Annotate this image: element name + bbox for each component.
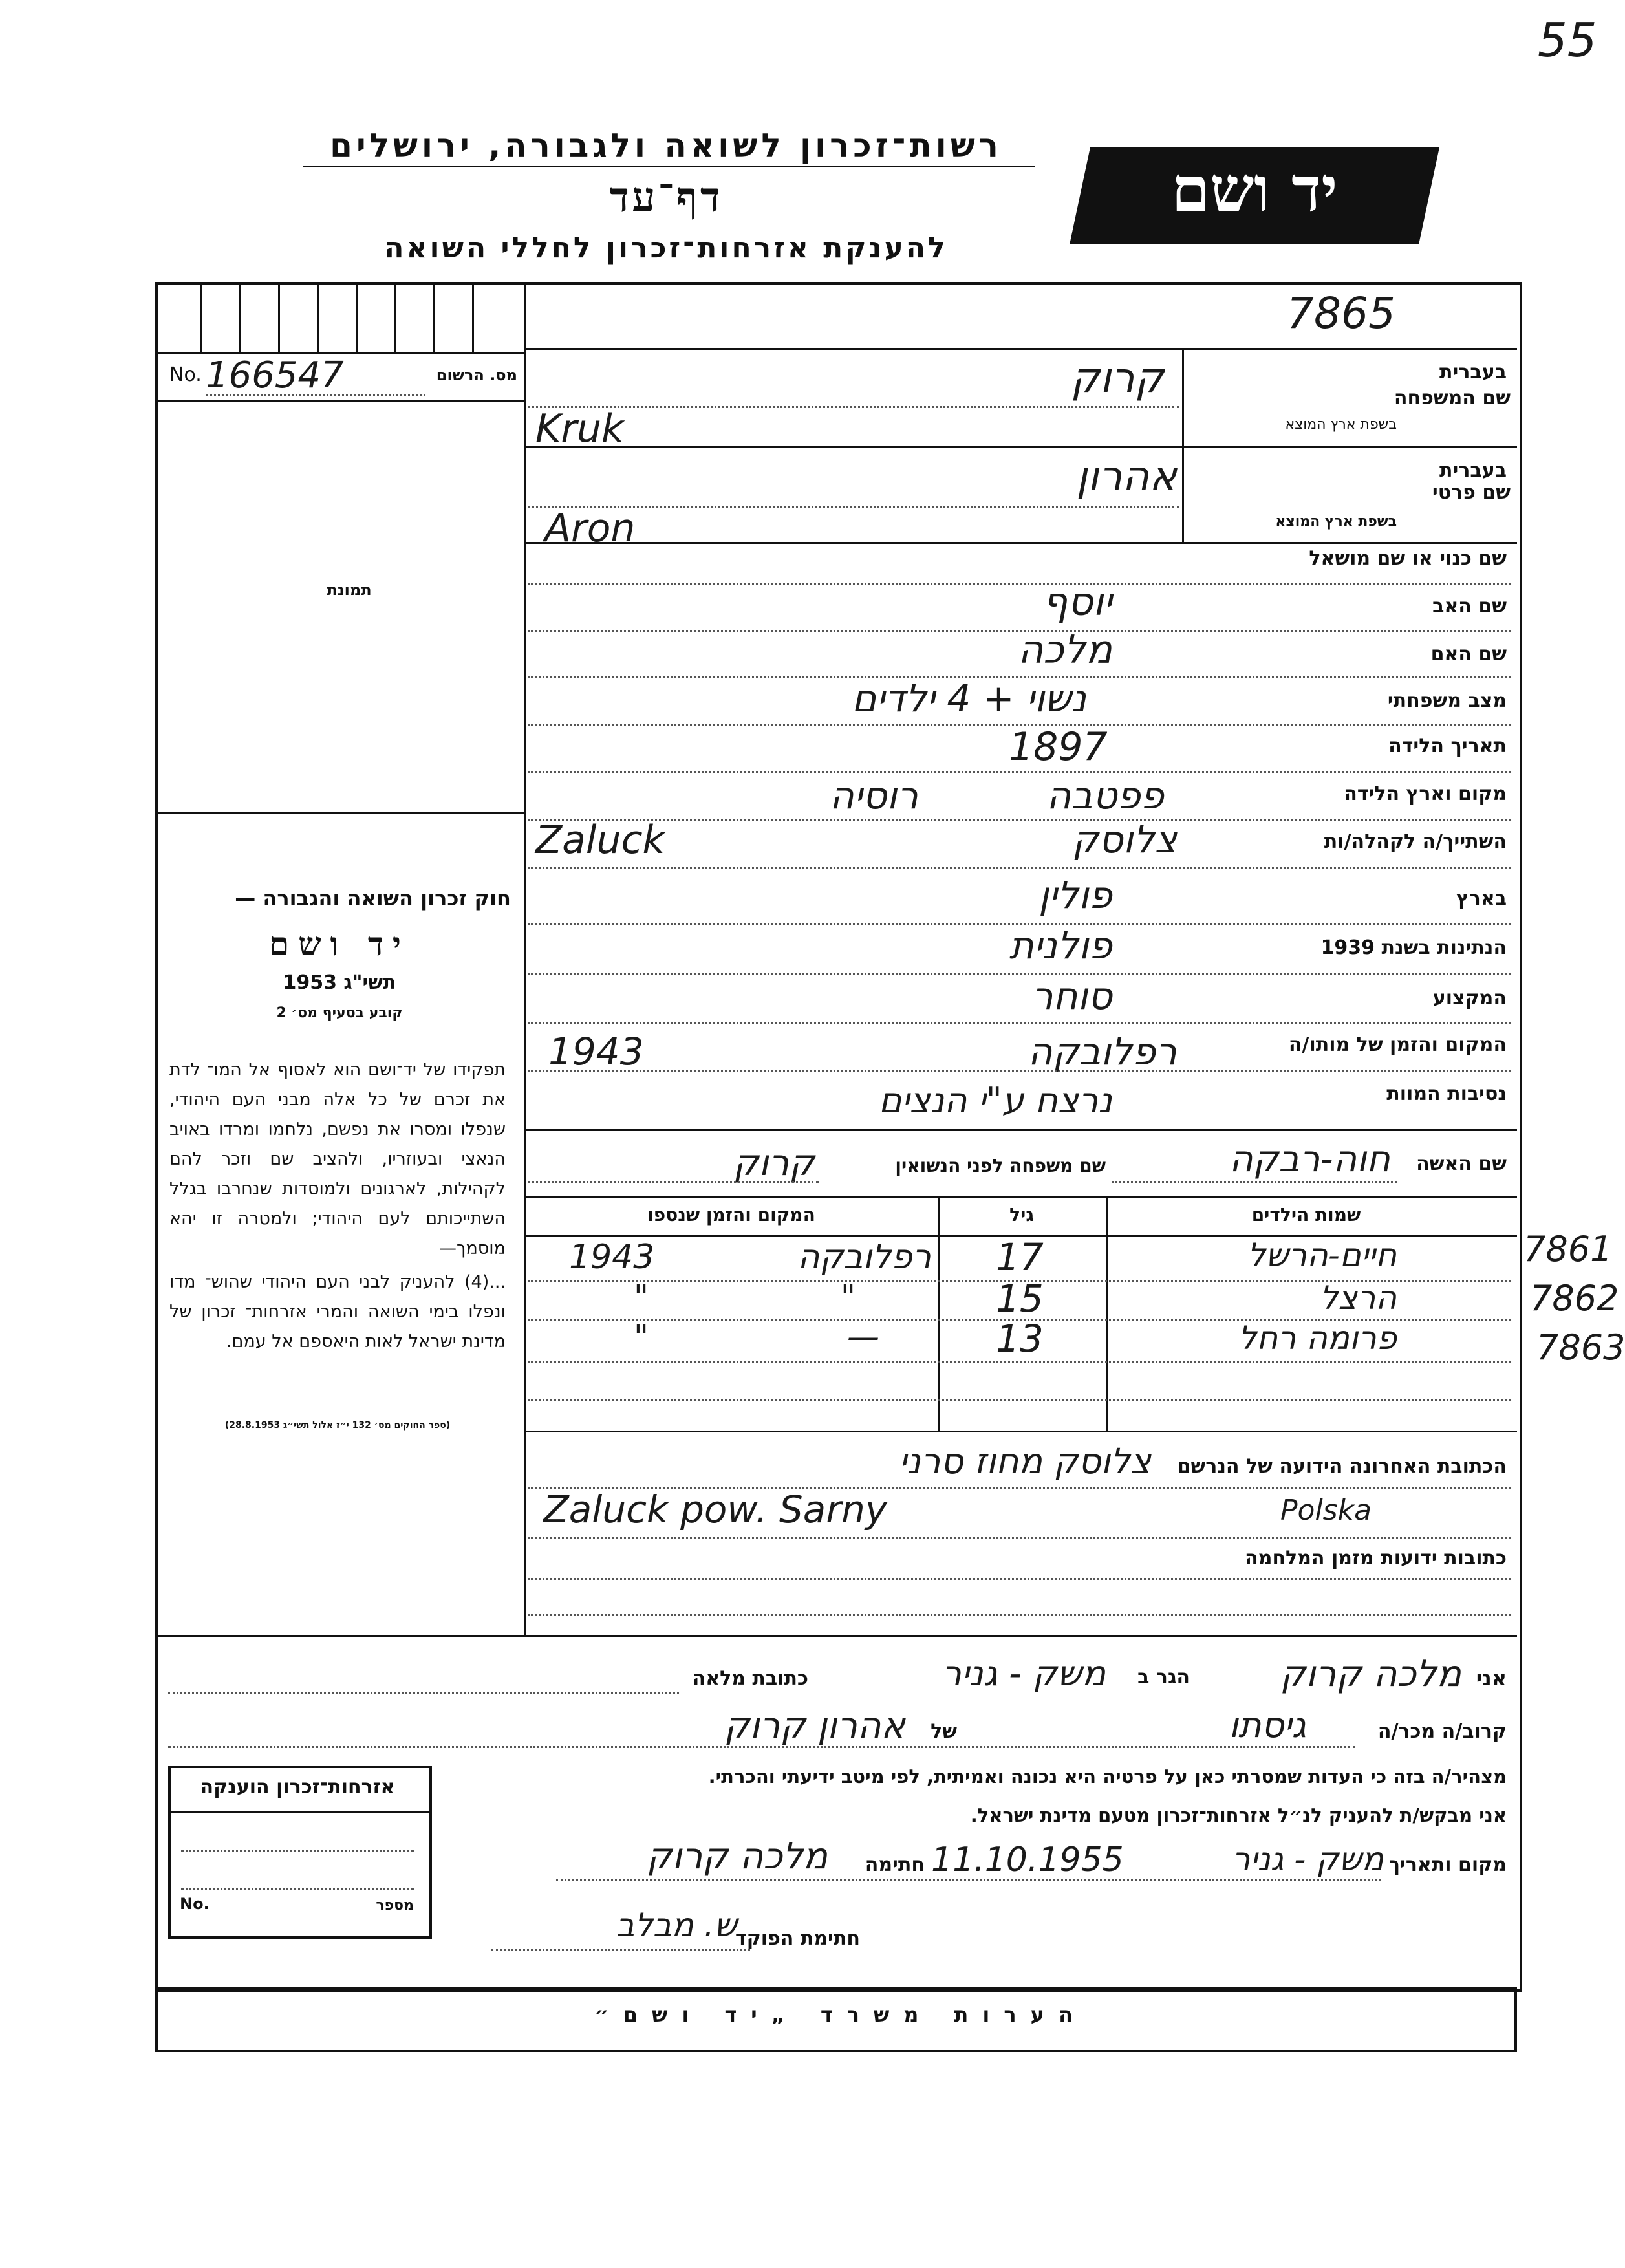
law-year: תשי"ג 1953 xyxy=(283,971,396,994)
declarant-name: מלכה קרוק xyxy=(1280,1653,1461,1695)
label-signature: חתימה xyxy=(865,1853,925,1876)
form-subtitle: להענקת אזרחות־זכרון לחללי השואה xyxy=(384,232,948,265)
marital-status: נשוי + 4 ילדים xyxy=(852,676,1086,720)
child-3-year: " xyxy=(634,1318,649,1355)
child-3-place: — xyxy=(847,1318,879,1355)
signature-value: מלכה קרוק xyxy=(646,1835,828,1877)
law-heading: חוק זכרון השואה והגבורה — xyxy=(235,886,511,911)
law-clause: קובע בסעיף מס׳ 2 xyxy=(276,1005,403,1021)
label-resides: הגר ב xyxy=(1137,1666,1190,1689)
logo-text: יד ושם xyxy=(1171,153,1338,226)
declarant-city: משק - גניר xyxy=(942,1653,1106,1694)
label-father: שם האב xyxy=(1432,595,1507,618)
profession: סוחר xyxy=(1031,974,1112,1018)
children-header-age: גיל xyxy=(1009,1204,1034,1226)
photo-label: תמונת xyxy=(327,581,372,599)
birth-date: 1897 xyxy=(1009,724,1108,770)
child-3-ref: 7863 xyxy=(1536,1327,1625,1368)
label-death-place-time: המקום והזמן של מותו/ה xyxy=(1288,1033,1507,1056)
law-name: יד ושם xyxy=(269,925,410,963)
label-profession: המקצוע xyxy=(1432,987,1507,1010)
label-community: השתייך/ה לקהלה/ות xyxy=(1324,830,1507,853)
child-2-age: 15 xyxy=(996,1277,1044,1321)
children-header-names: שמות הילדים xyxy=(1251,1204,1361,1226)
relation: גיסתו xyxy=(1229,1705,1306,1745)
last-address-hebrew: צלוסק מחוז סרני xyxy=(899,1441,1151,1482)
label-place-date: מקום ותאריך xyxy=(1388,1853,1507,1876)
child-2-place: " xyxy=(841,1278,856,1315)
label-maiden-name: שם משפחה לפני הנשואין xyxy=(895,1155,1106,1176)
child-1-age: 17 xyxy=(996,1235,1044,1279)
child-1-ref: 7861 xyxy=(1523,1229,1613,1269)
label-death-circumstances: נסיבות המוות xyxy=(1386,1083,1507,1105)
page-number: 55 xyxy=(1538,13,1597,67)
label-in-hebrew-2: בעברית xyxy=(1439,459,1507,482)
reg-label: מס. הרשום xyxy=(436,366,517,384)
label-birth-date: תאריך הלידה xyxy=(1388,735,1507,757)
child-2-year: " xyxy=(634,1278,649,1315)
child-1-name: חיים-הרשל xyxy=(1247,1237,1397,1274)
registration-number: 166547 xyxy=(206,354,344,396)
law-reference: (ספר החוקים מס׳ 132 י״ז אלול תשי״ג 28.8.1953) xyxy=(224,1420,451,1431)
label-nickname: שם כנוי או שם מושאל xyxy=(1309,547,1507,570)
declaration-statement-1: מצהיר/ה בזה כי העדות שמסרתי כאן על פרטיה היא נכונה ואמיתית, לפי מיטב ידיעתי והכרתי. xyxy=(708,1766,1507,1787)
label-country: בארץ xyxy=(1456,887,1507,910)
child-3-age: 13 xyxy=(996,1317,1044,1361)
label-birth-place: מקום וארץ הלידה xyxy=(1344,783,1507,805)
wife-maiden-name: קרוק xyxy=(733,1142,815,1184)
label-officer-signature: חתימת הפוקד xyxy=(735,1927,860,1950)
office-remarks: הערות משרד „יד ושם״ xyxy=(594,2002,1087,2027)
mother-name: מלכה xyxy=(1018,627,1112,673)
label-mother: שם האם xyxy=(1430,643,1507,665)
family-name-origin: Kruk xyxy=(535,406,624,451)
label-relative: קרוב/ה מכר/ה xyxy=(1377,1720,1507,1743)
child-2-ref: 7862 xyxy=(1530,1278,1619,1319)
children-header-place-time: המקום והזמן שנספו xyxy=(647,1204,815,1226)
label-origin-lang-2: בשפת ארץ המוצא xyxy=(1275,513,1397,530)
label-citizenship: הנתינות בשנת 1939 xyxy=(1320,936,1507,959)
child-1-year: 1943 xyxy=(569,1238,655,1277)
child-2-name: הרצל xyxy=(1320,1279,1397,1317)
first-name-origin: Aron xyxy=(544,506,636,551)
wife-name: חוה-רבקה xyxy=(1229,1138,1390,1180)
child-1-place: רפלובקה xyxy=(797,1238,931,1277)
death-year: 1943 xyxy=(548,1030,644,1074)
granted-no-label: No. xyxy=(180,1895,210,1913)
country: פולין xyxy=(1038,873,1112,917)
father-name: יוסף xyxy=(1042,579,1112,625)
law-paragraph-1: תפקידו של יד־ושם הוא לאסוף אל המו־ לדת את זכרם של כל אלה מבני העם היהודי, שנפלו ומסרו את נפשם, נלחמו ומרדו באויב הנאצי ובעוזריו, ולהציב שם וזכר להם לקהילות, לארגונים ולמוסדות שנחרבו בגלל השתייכותם לעם היהודי; ולמטרה זו יהא מוסמך— xyxy=(169,1060,506,1258)
file-number: 7865 xyxy=(1287,288,1395,338)
last-address-origin: Zaluck pow. Sarny xyxy=(543,1487,888,1531)
birth-place: רוסיה xyxy=(829,773,918,817)
death-place: רפלובקה xyxy=(1028,1030,1177,1074)
label-in-hebrew-1: בעברית xyxy=(1439,361,1507,383)
label-of: של xyxy=(931,1720,957,1743)
date-value: 11.10.1955 xyxy=(931,1841,1124,1879)
declaration-statement-2: אני מבקש/ת להעניק לנ״ל אזרחות־זכרון מטעם מדינת ישראל. xyxy=(970,1804,1507,1826)
label-first-name: שם פרטי xyxy=(1432,481,1511,504)
label-family-name: שם המשפחה xyxy=(1394,387,1511,409)
granted-number-label: מספר xyxy=(376,1897,414,1914)
label-wife: שם האשה xyxy=(1416,1152,1507,1175)
label-war-addresses: כתובות ידועות מזמן המלחמה xyxy=(1245,1547,1507,1570)
family-name-hebrew: קרוק xyxy=(1070,354,1164,402)
death-circumstances: נרצח ע"י הנצים xyxy=(878,1080,1112,1121)
citizenship: פולנית xyxy=(1009,923,1112,967)
label-full-address: כתובת מלאה xyxy=(692,1667,808,1690)
place-value: משק - גניר xyxy=(1232,1841,1384,1878)
of-name: אהרון קרוק xyxy=(724,1705,905,1747)
label-ani: אני xyxy=(1476,1666,1507,1690)
birth-place-2: פפטבה xyxy=(1046,773,1164,817)
community-hebrew: צלוסק xyxy=(1072,817,1177,861)
officer-signature-value: ש. מבלב xyxy=(616,1906,737,1944)
law-paragraph-2: ...(4) להעניק לבני העם היהודי שהוש־ מדו ונפלו בימי השואה והמרי אזרחות־ זכרון של מדינת ישראל לאות היאספם אל עמם. xyxy=(169,1272,506,1352)
reg-no-label: No. xyxy=(169,363,202,386)
child-3-name: פרומה רחל xyxy=(1238,1319,1397,1357)
label-last-address: הכתובת האחרונה הידועה של הנרשם xyxy=(1177,1455,1507,1478)
authority-title: רשות־זכרון לשואה ולגבורה, ירושלים xyxy=(330,127,1002,164)
community-origin: Zaluck xyxy=(535,817,665,863)
label-marital: מצב משפחתי xyxy=(1387,689,1507,712)
form-title: דף־עד xyxy=(609,173,723,222)
first-name-hebrew: אהרון xyxy=(1076,453,1177,501)
granted-title: אזרחות־זכרון הוענקה xyxy=(200,1776,395,1798)
label-origin-lang-1: בשפת ארץ המוצא xyxy=(1285,416,1397,433)
last-address-country: Polska xyxy=(1280,1494,1372,1527)
